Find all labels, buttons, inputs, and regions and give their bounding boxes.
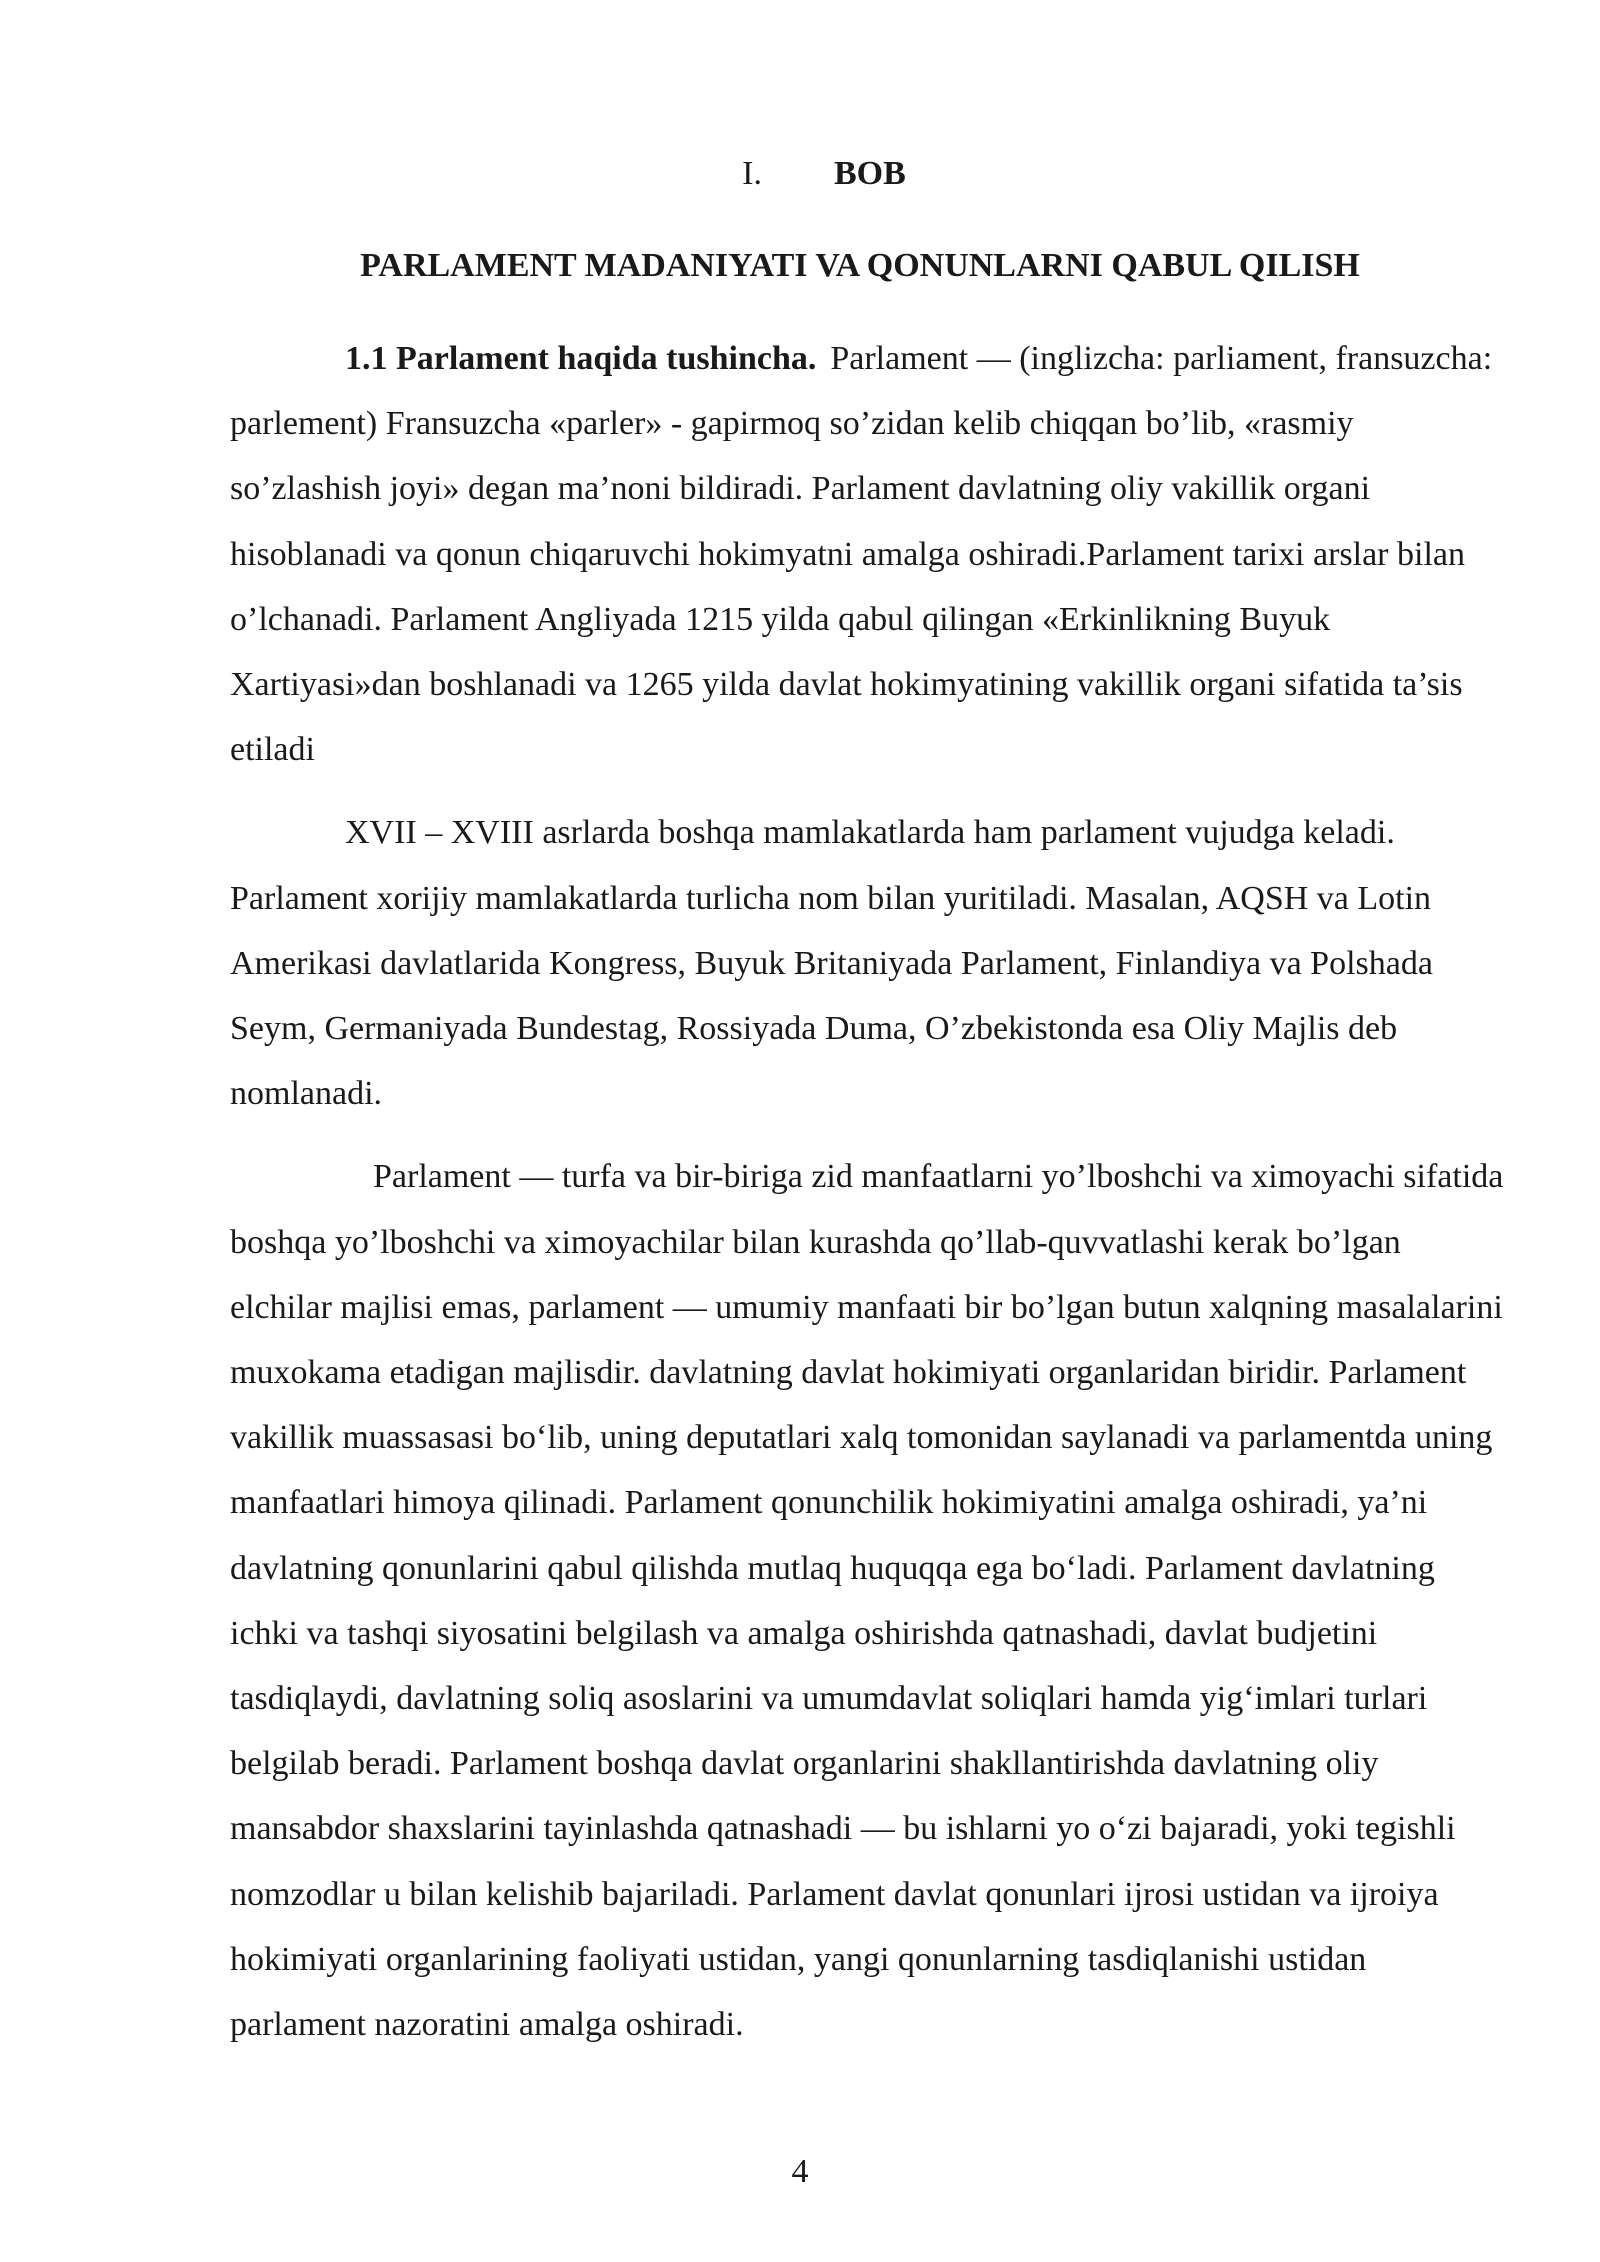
paragraph-3: Parlament — turfa va bir-biriga zid manfaatlarni yo’lboshchi va ximoyachi sifatida boshqa yo’lboshchi va ximoyachilar bilan kurashda qo’llab-quvvatlashi kerak bo’lgan elchilar majlisi emas, parlament — umumiy manfaati bir bo’lgan butun xalqning masalalarini muxokama etadigan majlisdir. davlatning davlat hokimiyati organlaridan biridir. Parlament vakillik muassasasi bo‘lib, uning deputatlari xalq tomonidan saylanadi va parlamentda uning manfaatlari himoya qilinadi. Parlament qonunchilik hokimiyatini amalga oshiradi, ya’ni davlatning qonunlarini qabul qilishda mutlaq huquqqa ega bo‘ladi. Parlament davlatning ichki va tashqi siyosatini belgilash va amalga oshirishda qatnashadi, davlat budjetini tasdiqlaydi, davlatning soliq asoslarini va umumdavlat soliqlari hamda yig‘imlari turlari belgilab beradi. Parlament boshqa davlat organlarini shakllantirishda davlatning oliy mansabdor shaxslarini tayinlashda qatnashadi — bu ishlarni yo o‘zi bajaradi, yoki tegishli nomzodlar u bilan kelishib bajariladi. Parlament davlat qonunlari ijrosi ustidan va ijroiya hokimiyati organlarining faoliyati ustidan, yangi qonunlarning tasdiqlanishi ustidan parlament nazoratini amalga oshiradi.	[230, 1158, 1504, 2044]
page-title: PARLAMENT MADANIYATI VA QONUNLARNI QABUL QILISH	[360, 247, 1360, 284]
paragraph-1-text: Parlament — (inglizcha: parliament, fransuzcha: parlement) Fransuzcha «parler» - gapirmoq so’zidan kelib chiqqan bo’lib, «rasmiy so’zlashish joyi» degan ma’noni bildiradi. Parlament davlatning oliy vakillik organi hisoblanadi va qonun chiqaruvchi hokimyatni amalga oshiradi.Parlament tarixi arslar bilan o’lchanadi. Parlament Angliyada 1215 yilda qabul qilingan «Erkinlikning Buyuk Xartiyasi»dan boshlanadi va 1265 yilda davlat hokimyatining vakillik organi sifatida ta’sis etiladi	[230, 340, 1493, 769]
chapter-heading	[0, 152, 1600, 196]
chapter-label: BOB	[834, 155, 906, 192]
section-heading: 1.1 Parlament haqida tushincha.	[345, 340, 817, 377]
paragraph-1	[230, 326, 1510, 782]
body-text	[230, 326, 1510, 2057]
page-number: 4	[791, 2153, 809, 2190]
paragraph-2: XVII – XVIII asrlarda boshqa mamlakatlarda ham parlament vujudga keladi. Parlament xorijiy mamlakatlarda turlicha nom bilan yuritiladi. Masalan, AQSH va Lotin Amerikasi davlatlarida Kongress, Buyuk Britaniyada Parlament, Finlandiya va Polshada Seym, Germaniyada Bundestag, Rossiyada Duma, O’zbekistonda esa Oliy Majlis deb nomlanadi.	[230, 814, 1433, 1113]
chapter-number: I.	[742, 155, 762, 192]
